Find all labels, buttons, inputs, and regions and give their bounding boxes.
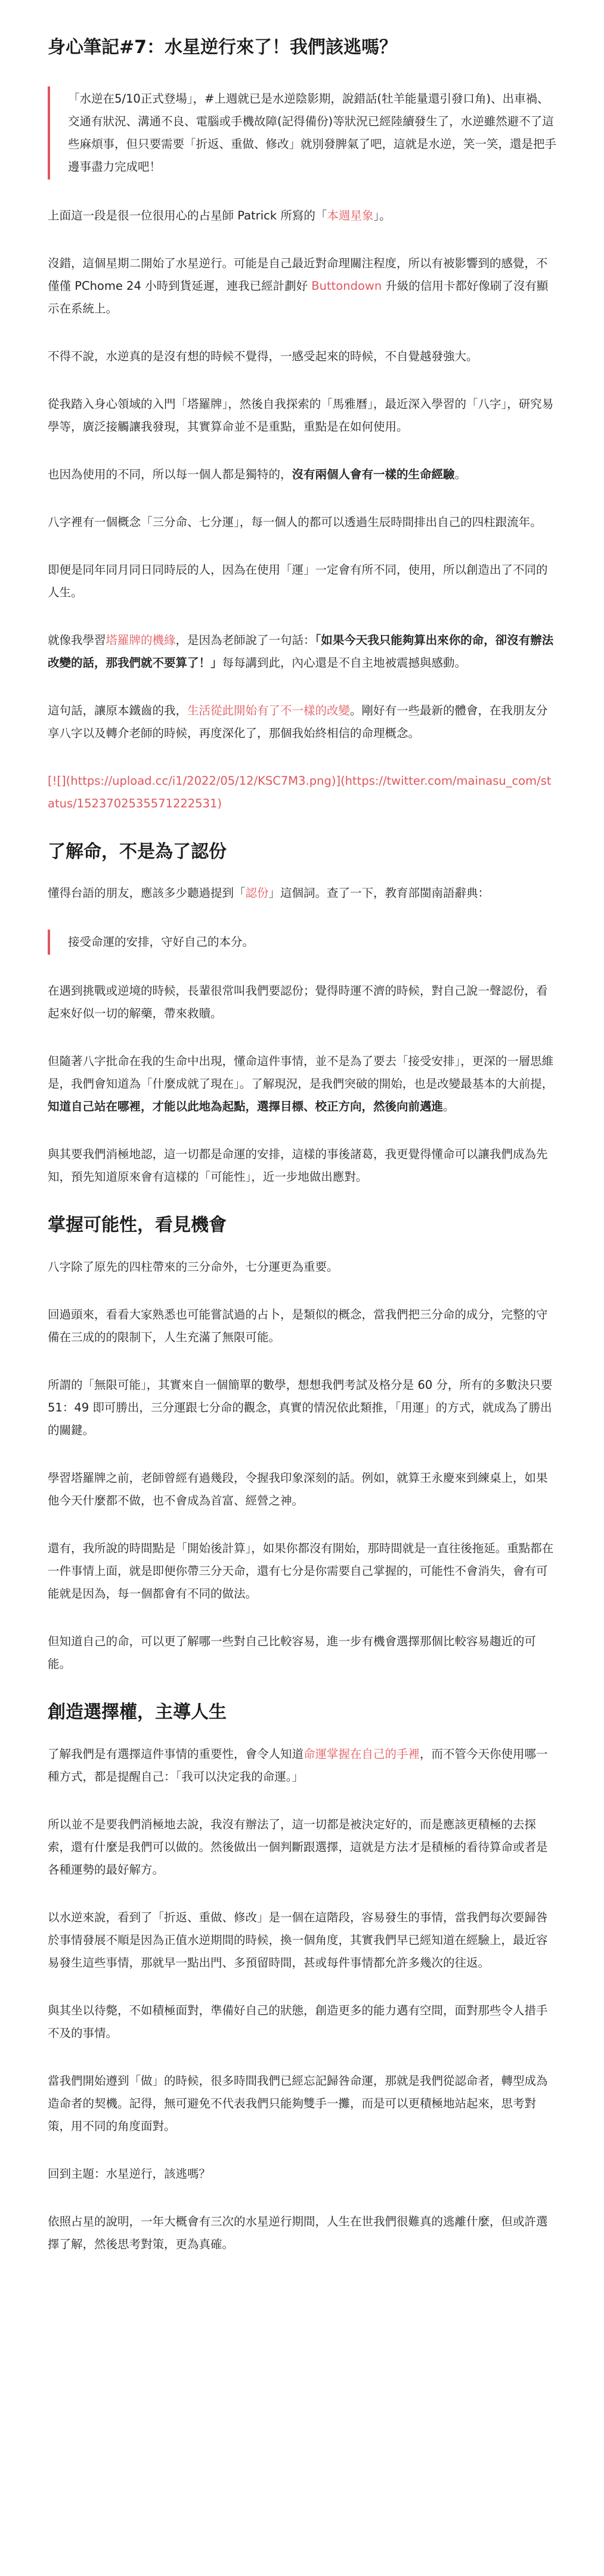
section-heading-3: 創造選擇權，主導人生 xyxy=(48,1702,227,1723)
buttondown-link[interactable]: Buttondown xyxy=(311,278,382,293)
fate-in-hands-link[interactable]: 命運掌握在自己的手裡 xyxy=(303,1747,420,1761)
paragraph-17: 學習塔羅牌之前，老師曾經有過幾段，令握我印象深刻的話。例如，就算王永慶來到練桌上，如果他今天什麼都不做，也不會成為首富、經營之神。 xyxy=(48,1471,548,1508)
section-heading-2: 掌握可能性，看見機會 xyxy=(48,1215,227,1236)
paragraph-15: 回過頭來，看看大家熟悉也可能嘗試過的占卜，是類似的概念，當我們把三分命的成分，完整的守備在三成的的限制下，人生充滿了無限可能。 xyxy=(48,1307,548,1344)
tarot-link[interactable]: 塔羅牌的機緣 xyxy=(106,633,176,647)
paragraph-8: 就像我學習塔羅牌的機緣，是因為老師說了一句話：「如果今天我只能夠算出來你的命，卻沒有辦法改變的話，那我們就不要算了！」每每講到此，內心還是不自主地被震撼與感動。 xyxy=(48,633,554,670)
paragraph-13: 與其要我們消極地認，這一切都是命運的安排，這樣的事後諸葛，我更覺得懂命可以讓我們成為先知，預先知道原來會有這樣的「可能性」，近一步地做出應對。 xyxy=(48,1147,548,1184)
paragraph-11: 在遇到挑戰或逆境的時候，長輩很常叫我們要認份；覺得時運不濟的時候，對自己說一聲認份，看起來好似一切的解藥，帶來救贖。 xyxy=(48,984,548,1021)
paragraph-23: 與其坐以待斃，不如積極面對，準備好自己的狀態，創造更多的能力邁有空間，面對那些令人措手不及的事情。 xyxy=(48,2003,548,2040)
renfen-link[interactable]: 認份 xyxy=(245,886,269,900)
paragraph-24: 當我們開始遵到「做」的時候，很多時間我們已經忘記歸咎命運，那就是我們從認命者，轉型成為造命者的契機。記得，無可避免不代表我們只能夠雙手一攤，而是可以更積極地站起來，思考對策，用不同的角度面對。 xyxy=(48,2073,548,2133)
twitter-image-link[interactable]: [![](https://upload.cc/i1/2022/05/12/KSC7M3.png)](https://twitter.com/mainasu_com/status/1523702535571222531) xyxy=(48,773,552,810)
paragraph-19: 但知道自己的命，可以更了解哪一些對自己比較容易，進一步有機會選擇那個比較容易趨近的可能。 xyxy=(48,1634,537,1671)
paragraph-10: 懂得台語的朋友，應該多少聽過提到「認份」這個詞。查了一下，教育部閩南語辭典： xyxy=(48,886,490,900)
paragraph-14: 八字除了原先的四柱帶來的三分命外，七分運更為重要。 xyxy=(48,1259,339,1274)
page-title: 身心筆記#7：水星逆行來了！我們該逃嗎？ xyxy=(48,37,398,58)
paragraph-3: 不得不說，水逆真的是沒有想的時候不覺得，一感受起來的時候，不自覺越發強大。 xyxy=(48,349,478,363)
paragraph-26: 依照占星的說明，一年大概會有三次的水星逆行期間，人生在世我們很難真的逃離什麼，但或許選擇了解，然後思考對策，更為真確。 xyxy=(48,2214,548,2251)
paragraph-4: 從我踏入身心領域的入門「塔羅牌」，然後自我探索的「馬雅曆」，最近深入學習的「八字」，研究易學等，廣泛接觸讓我發現，其實算命並不是重點，重點是在如何使用。 xyxy=(48,397,554,434)
paragraph-21: 所以並不是要我們消極地去說，我沒有辦法了，這一切都是被決定好的，而是應該更積極的去探索，還有什麼是我們可以做的。然後做出一個判斷跟選擇，這就是方法才是積極的看待算命或者是各種運勢的最好解方。 xyxy=(48,1817,548,1877)
paragraph-7: 即便是同年同月同日同時辰的人，因為在使用「運」一定會有所不同，使用，所以創造出了不同的人生。 xyxy=(48,562,548,599)
paragraph-18: 還有，我所說的時間點是「開始後計算」，如果你都沒有開始，那時間就是一直往後拖延。重點都在一件事情上面，就是即便你帶三分天命，還有七分是你需要自己掌握的，可能性不會消失，會有可能就是因為，每一個都會有不同的做法。 xyxy=(48,1541,554,1601)
section-heading-1: 了解命，不是為了認份 xyxy=(48,841,227,862)
paragraph-6: 八字裡有一個概念「三分命、七分運」，每一個人的都可以透過生辰時間排出自己的四柱跟流年。 xyxy=(48,515,542,529)
dictionary-quote: 接受命運的安排，守好自己的本分。 xyxy=(48,930,556,955)
paragraph-25: 回到主題：水星逆行，該逃嗎？ xyxy=(48,2166,211,2181)
paragraph-16: 所謂的「無限可能」，其實來自一個簡單的數學，想想我們考試及格分是 60 分，所有的多數決只要 51：49 即可勝出，三分運跟七分命的觀念，真實的情況依此類推，「用運」的方式，就成為了勝出的關鍵。 xyxy=(48,1378,553,1438)
paragraph-2: 沒錯，這個星期二開始了水星逆行。可能是自己最近對命理關注程度，所以有被影響到的感覺，不僅僅 PChome 24 小時到貨延遲，連我已經計劃好 Buttondown 升級的信用卡都好像刷了沒有顯示在系統上。 xyxy=(48,256,549,315)
paragraph-22: 以水逆來說，看到了「折返、重做、修改」是一個在這階段，容易發生的事情，當我們每次要歸咎於事情發展不順是因為正值水逆期間的時候，換一個角度，其實我們早已經知道在經驗上，最近容易發生這些事情，那就早一點出門、多預留時間，甚或每件事情都允許多幾次的往返。 xyxy=(48,1910,548,1970)
life-change-link[interactable]: 生活從此開始有了不一樣的改變 xyxy=(187,703,351,717)
paragraph-12: 但隨著八字批命在我的生命中出現，懂命這件事情，並不是為了要去「接受安排」，更深的一層思維是，我們會知道為「什麼成就了現在」。了解現況，是我們突破的開始，也是改變最基本的大前提，知道自己站在哪裡，才能以此地為起點，選擇目標、校正方向，然後向前邁進。 xyxy=(48,1054,554,1114)
intro-quote: 「水逆在5/10正式登場」，#上週就已是水逆陰影期，說錯話(牡羊能量還引發口角)、出車禍、交通有狀況、溝通不良、電腦或手機故障(記得備份)等狀況已經陸續發生了，水逆雖然避不了這些麻煩事，但只要需要「折返、重做、修改」就別發脾氣了吧，這就是水逆，笑一笑，還是把手邊事盡力完成吧！ xyxy=(48,86,556,179)
weekly-astrology-link[interactable]: 本週星象 xyxy=(327,208,374,222)
paragraph-1: 上面這一段是很一位很用心的占星師 Patrick 所寫的「本週星象」。 xyxy=(48,208,391,222)
image-markdown-link[interactable] xyxy=(48,770,556,815)
paragraph-20: 了解我們是有選擇這件事情的重要性，會令人知道命運掌握在自己的手裡，而不管今天你使用哪一種方式，都是提醒自己：「我可以決定我的命運。」 xyxy=(48,1747,548,1784)
paragraph-9: 這句話，讓原本鐵齒的我，生活從此開始有了不一樣的改變。剛好有一些最新的體會，在我朋友分享八字以及轉介老師的時候，再度深化了，那個我始終相信的命理概念。 xyxy=(48,703,548,740)
paragraph-5: 也因為使用的不同，所以每一個人都是獨特的，沒有兩個人會有一樣的生命經驗。 xyxy=(48,467,467,481)
